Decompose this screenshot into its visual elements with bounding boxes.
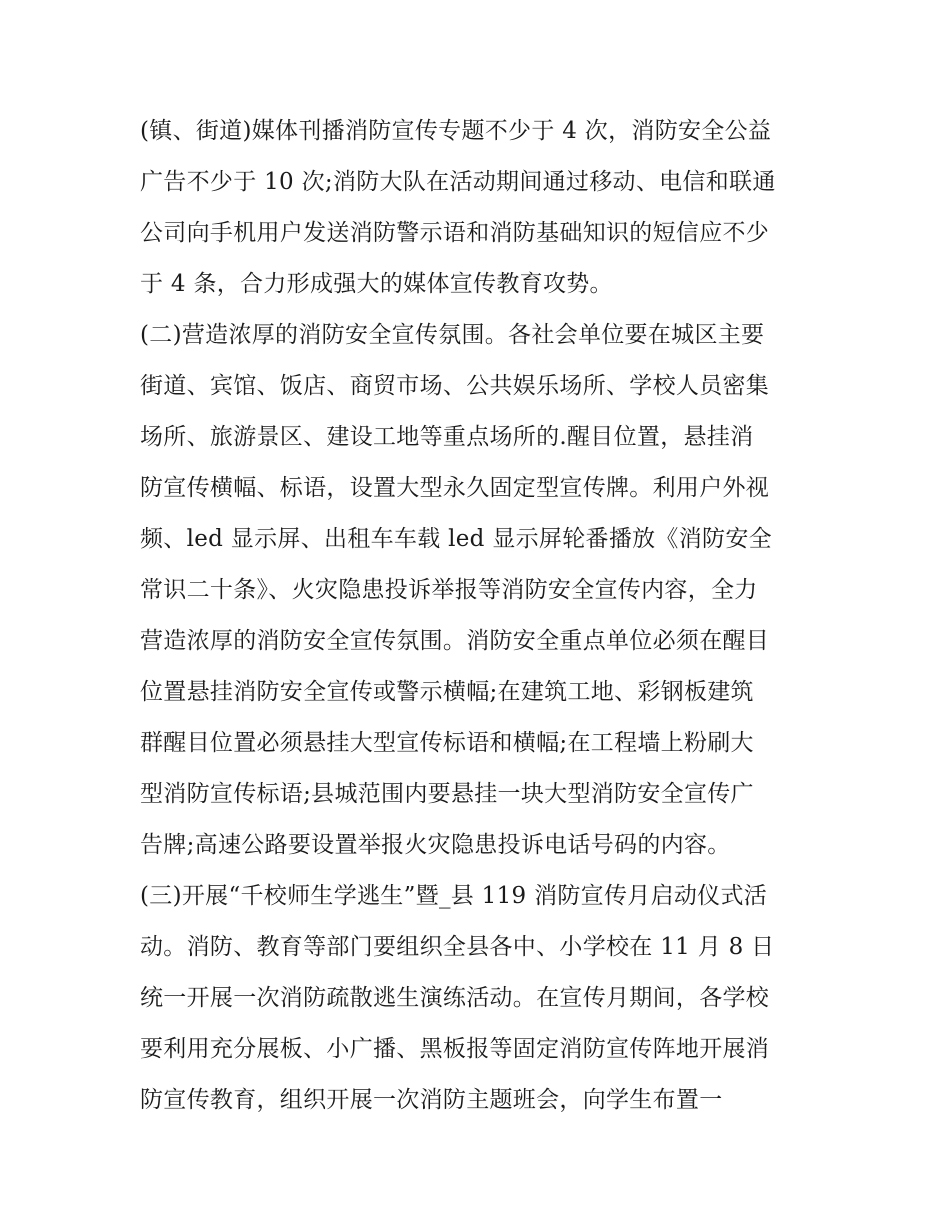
text-line: (镇、街道)媒体刊播消防宣传专题不少于 4 次，消防安全公益 [140,118,772,144]
text-line: 场所、旅游景区、建设工地等重点场所的.醒目位置，悬挂消 [140,424,754,450]
text-line: 告牌;高速公路要设置举报火灾隐患投诉电话号码的内容。 [140,832,731,858]
text-line: 于 4 条，合力形成强大的媒体宣传教育攻势。 [140,271,613,297]
text-line: 动。消防、教育等部门要组织全县各中、小学校在 11 月 8 日 [140,934,775,960]
text-line: (二)营造浓厚的消防安全宣传氛围。各社会单位要在城区主要 [140,322,765,348]
text-line: 位置悬挂消防安全宣传或警示横幅;在建筑工地、彩钢板建筑 [140,679,754,705]
text-line: 型消防宣传标语;县城范围内要悬挂一块大型消防安全宣传广 [140,781,754,807]
text-line: 营造浓厚的消防安全宣传氛围。消防安全重点单位必须在醒目 [140,628,770,654]
text-line: 防宣传横幅、标语，设置大型永久固定型宣传牌。利用户外视 [140,475,770,501]
text-line: 要利用充分展板、小广播、黑板报等固定消防宣传阵地开展消 [140,1036,770,1062]
text-line: 广告不少于 10 次;消防大队在活动期间通过移动、电信和联通 [140,169,776,195]
text-line: 群醒目位置必须悬挂大型宣传标语和横幅;在工程墙上粉刷大 [140,730,754,756]
text-line: 公司向手机用户发送消防警示语和消防基础知识的短信应不少 [140,220,770,246]
text-line: 统一开展一次消防疏散逃生演练活动。在宣传月期间，各学校 [140,985,770,1011]
text-line: 街道、宾馆、饭店、商贸市场、公共娱乐场所、学校人员密集 [140,373,770,399]
document-body [140,106,820,1126]
text-line: 防宣传教育，组织开展一次消防主题班会，向学生布置一 [140,1087,723,1113]
text-line: (三)开展“千校师生学逃生”暨_县 119 消防宣传月启动仪式活 [140,883,768,909]
text-line: 常识二十条》、火灾隐患投诉举报等消防安全宣传内容，全力 [140,577,758,603]
text-line: 频、led 显示屏、出租车车载 led 显示屏轮番播放《消防安全 [140,526,772,552]
